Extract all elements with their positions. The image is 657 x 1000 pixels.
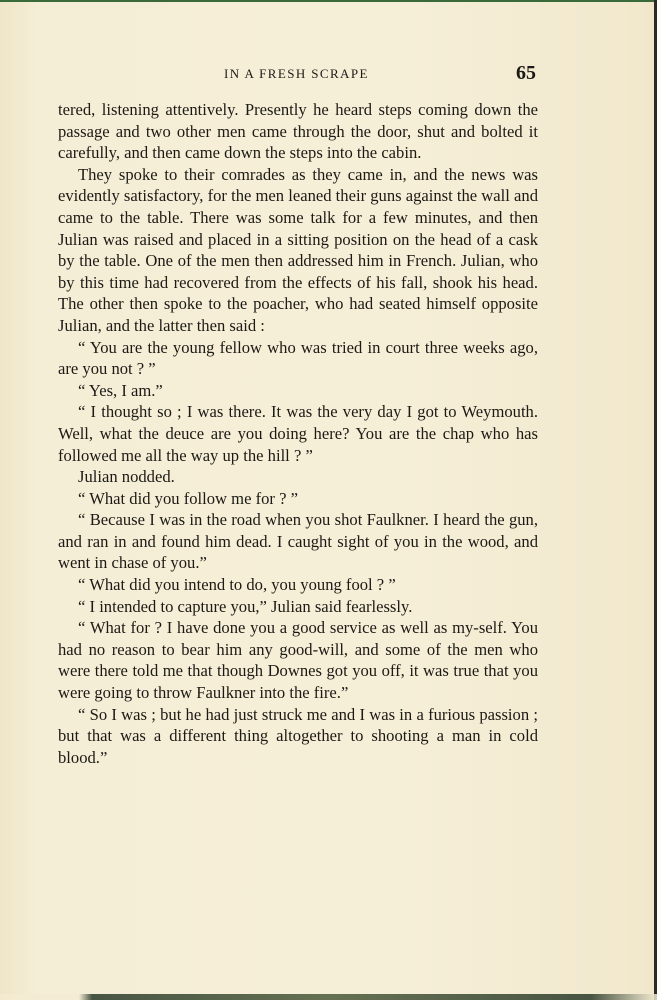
- paragraph: Julian nodded.: [78, 467, 175, 487]
- body-text: [58, 99, 538, 768]
- page-number: 65: [516, 62, 536, 84]
- paragraph: “ What did you intend to do, you young fool ? ”: [78, 575, 396, 595]
- bottom-edge-strip: [0, 994, 657, 1000]
- top-edge-rule: [0, 0, 657, 2]
- running-title: IN A FRESH SCRAPE: [224, 66, 369, 81]
- paragraph: “ You are the young fellow who was tried in court three weeks ago, are you not ? ”: [58, 337, 538, 379]
- paragraph: “ Because I was in the road when you shot Faulkner. I heard the gun, and ran in and found him dead. I caught sight of you in the wood, and went in chase of you.”: [58, 510, 538, 573]
- paragraph: “ Yes, I am.”: [78, 380, 163, 400]
- paragraph: They spoke to their comrades as they came in, and the news was evidently satisfactory, for the men leaned their guns against the wall and came to the table. There was some talk for a few minutes, and then Julian was raised and placed in a sitting position on the head of a cask by the table. One of the men then addressed him in French. Julian, who by this time had recovered from the effects of his fall, shook his head. The other then spoke to the poacher, who had seated himself opposite Julian, and the latter then said :: [58, 164, 538, 335]
- paragraph: “ I thought so ; I was there. It was the very day I got to Weymouth. Well, what the deuce are you doing here? You are the chap who has followed me all the way up the hill ? ”: [58, 402, 538, 465]
- paragraph: “ What did you follow me for ? ”: [78, 488, 298, 508]
- paragraph: “ So I was ; but he had just struck me and I was in a furious passion ; but that was a different thing altogether to shooting a man in cold blood.”: [58, 704, 538, 767]
- running-head: [0, 64, 657, 88]
- paragraph: “ I intended to capture you,” Julian said fearlessly.: [78, 596, 413, 616]
- paragraph: tered, listening attentively. Presently he heard steps coming down the passage and two other men came through the door, shut and bolted it carefully, and then came down the steps into the cabin.: [58, 100, 538, 163]
- paragraph: “ What for ? I have done you a good service as well as my-self. You had no reason to bear him any good-will, and some of the men who were there told me that though Downes got you off, it was true that you were going to throw Faulkner into the fire.”: [58, 618, 538, 703]
